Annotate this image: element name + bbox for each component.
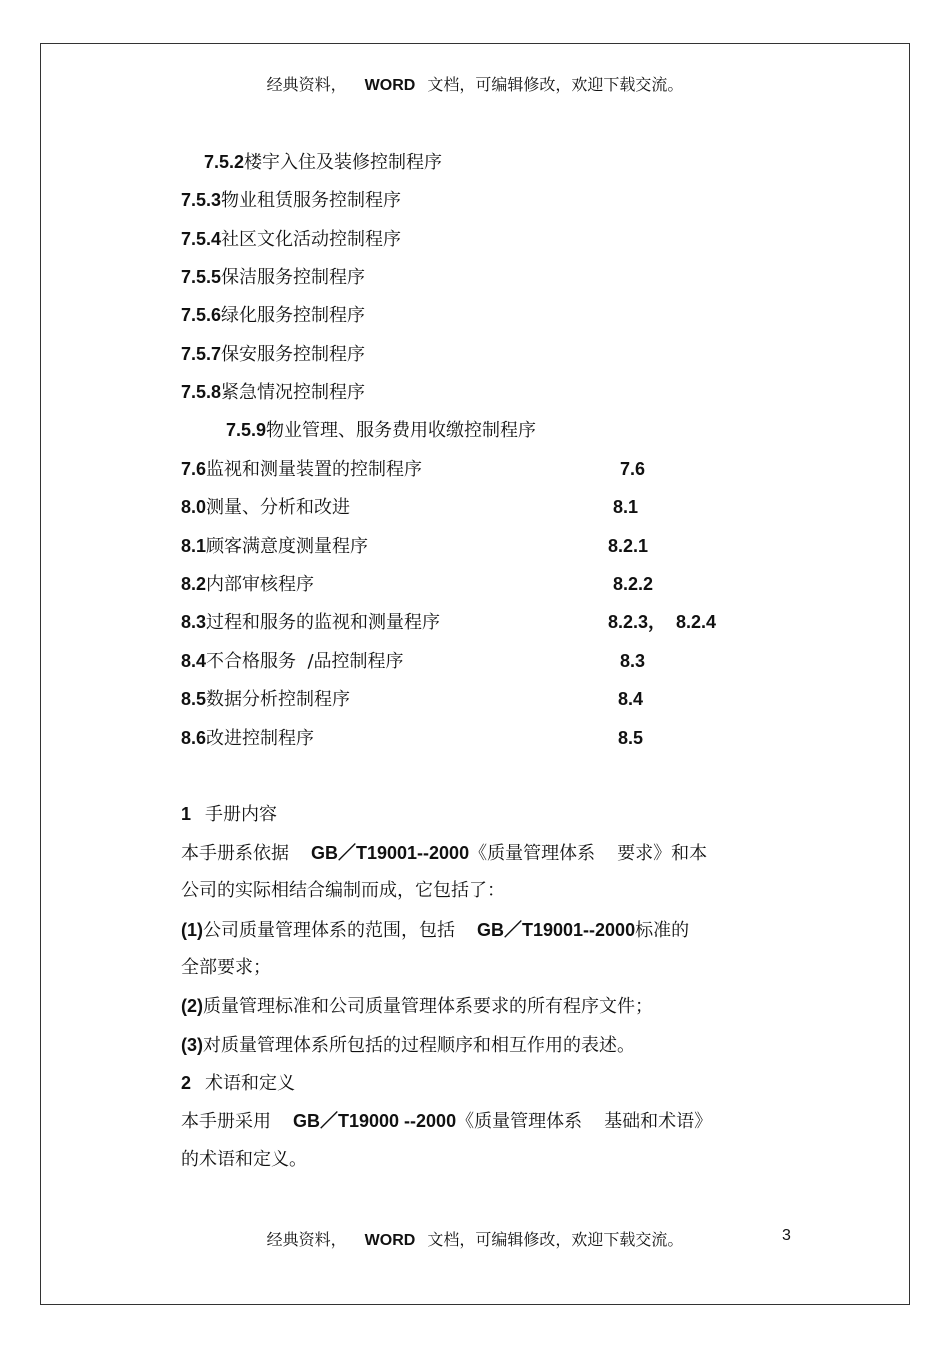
toc-number: 7.5.8 [181,382,222,402]
list-item [181,918,689,943]
toc-entry [181,380,365,405]
toc-title: 物业管理、服务费用收缴控制程序 [266,420,537,441]
toc-number: 8.4 [181,651,207,671]
text-run: 对质量管理体系所包括的过程顺序和相互作用的表述。 [203,1035,635,1056]
text-run: 本手册系依据 [181,843,289,864]
page-number: 3 [782,1227,791,1244]
text-run: 公司质量管理体系的范围，包括 [203,920,455,941]
header-word: WORD [364,77,416,94]
toc-number: 8.6 [181,728,207,748]
toc-clause-ref: 8.1 [613,497,639,517]
text-run: 本手册采用 [181,1111,271,1132]
text-run: 《质量管理体系 [456,1111,583,1132]
toc-clause-ref: 8.2.3， 8.2.4 [608,612,717,632]
toc-number: 7.5.2 [204,152,245,172]
page-footer [0,1227,950,1250]
toc-entry [181,610,440,635]
toc-entry [204,150,442,175]
toc-number: 8.1 [181,536,207,556]
toc-title: 保洁服务控制程序 [221,267,366,288]
footer-text-pre: 经典资料， [266,1230,347,1249]
header-text-pre: 经典资料， [266,75,347,94]
section-number: 1 [181,804,192,824]
toc-title: 内部审核程序 [206,574,315,595]
toc-title: 不合格服务 /品控制程序 [206,651,404,672]
section-heading [181,1071,295,1096]
text-run: 质量管理标准和公司质量管理体系要求的所有程序文件； [203,996,653,1017]
paragraph-line: 公司的实际相结合编制而成，它包括了： [181,880,505,901]
list-item [181,1033,635,1058]
list-number: (2) [181,996,203,1016]
toc-entry [181,687,350,712]
toc-number: 7.5.6 [181,305,222,325]
toc-number: 7.5.9 [226,420,267,440]
toc-title: 改进控制程序 [206,728,315,749]
toc-clause-ref: 8.2.2 [613,574,654,594]
toc-title: 过程和服务的监视和测量程序 [206,612,441,633]
paragraph-line [181,1109,712,1134]
toc-number: 7.6 [181,459,207,479]
toc-entry [181,572,314,597]
toc-number: 8.0 [181,497,207,517]
standard-code: GB／T19000 --2000 [293,1111,457,1131]
toc-title: 紧急情况控制程序 [221,382,366,403]
footer-text-post: 文档，可编辑修改，欢迎下载交流。 [427,1230,684,1249]
toc-entry [181,188,401,213]
toc-entry [181,495,350,520]
toc-entry [181,457,422,482]
standard-code: GB／T19001--2000 [311,843,470,863]
text-run: 基础和术语》 [604,1111,713,1132]
toc-clause-ref: 7.6 [620,459,646,479]
standard-code: GB／T19001--2000 [477,920,636,940]
toc-number: 8.2 [181,574,207,594]
toc-title: 测量、分析和改进 [206,497,351,518]
list-number: (1) [181,920,203,940]
paragraph-line: 的术语和定义。 [181,1149,307,1170]
toc-clause-ref: 8.5 [618,728,644,748]
toc-entry [181,303,365,328]
toc-clause-ref: 8.2.1 [608,536,649,556]
section-number: 2 [181,1073,192,1093]
toc-title: 社区文化活动控制程序 [221,229,402,250]
list-item [181,994,653,1019]
header-text-post: 文档，可编辑修改，欢迎下载交流。 [427,75,684,94]
toc-entry [226,418,536,443]
section-title: 手册内容 [205,804,278,825]
toc-title: 楼宇入住及装修控制程序 [244,152,443,173]
toc-entry [181,726,314,751]
toc-number: 7.5.3 [181,190,222,210]
page-header [0,72,950,95]
toc-clause-ref: 8.3 [620,651,646,671]
list-number: (3) [181,1035,203,1055]
toc-title: 监视和测量装置的控制程序 [206,459,423,480]
toc-title: 数据分析控制程序 [206,689,351,710]
toc-clause-ref: 8.4 [618,689,644,709]
toc-title: 绿化服务控制程序 [221,305,366,326]
toc-number: 8.5 [181,689,207,709]
paragraph-line [181,841,707,866]
text-run: 《质量管理体系 [469,843,596,864]
toc-entry [181,534,368,559]
toc-title: 保安服务控制程序 [221,344,366,365]
toc-entry [181,649,404,674]
toc-number: 7.5.5 [181,267,222,287]
toc-number: 7.5.7 [181,344,222,364]
toc-entry [181,227,401,252]
toc-title: 物业租赁服务控制程序 [221,190,402,211]
section-heading [181,802,277,827]
toc-number: 7.5.4 [181,229,222,249]
toc-number: 8.3 [181,612,207,632]
toc-title: 顾客满意度测量程序 [206,536,369,557]
section-title: 术语和定义 [205,1073,296,1094]
text-run: 标准的 [635,920,690,941]
text-run: 要求》和本 [617,843,708,864]
footer-word: WORD [364,1232,416,1249]
toc-entry [181,265,365,290]
paragraph-line: 全部要求； [181,957,271,978]
toc-entry [181,342,365,367]
